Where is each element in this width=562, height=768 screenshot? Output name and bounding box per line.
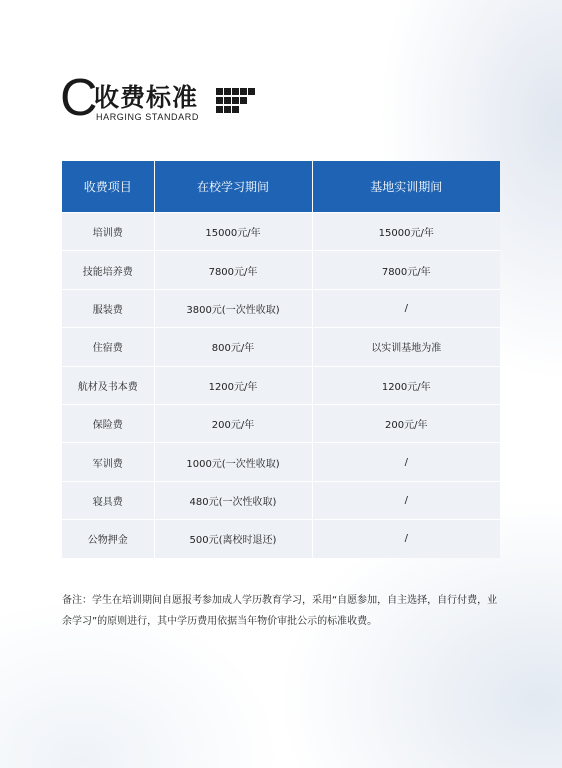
- school-fee-cell: 7800元/年: [154, 251, 312, 289]
- page-subtitle: HARGING STANDARD: [96, 112, 199, 122]
- school-fee-cell: 3800元(一次性收取): [154, 289, 312, 327]
- school-fee-cell: 800元/年: [154, 328, 312, 366]
- table-row: [62, 213, 500, 251]
- base-fee-cell: 1200元/年: [312, 366, 500, 404]
- table-row: [62, 443, 500, 481]
- table-row: [62, 404, 500, 442]
- base-fee-cell: 15000元/年: [312, 213, 500, 251]
- table-row: [62, 481, 500, 519]
- fee-item-cell: 培训费: [62, 213, 154, 251]
- base-fee-cell: 以实训基地为准: [312, 328, 500, 366]
- school-fee-cell: 1000元(一次性收取): [154, 443, 312, 481]
- table-row: [62, 520, 500, 558]
- table-header-row: [62, 161, 500, 213]
- page-title: 收费标准: [94, 83, 199, 112]
- fee-item-cell: 服装费: [62, 289, 154, 327]
- base-fee-cell: /: [312, 520, 500, 558]
- base-fee-cell: /: [312, 443, 500, 481]
- base-fee-cell: /: [312, 481, 500, 519]
- fee-item-cell: 技能培养费: [62, 251, 154, 289]
- column-header-base-training-period: 基地实训期间: [312, 161, 500, 213]
- column-header-school-period: 在校学习期间: [154, 161, 312, 213]
- base-fee-cell: /: [312, 289, 500, 327]
- table-row: [62, 366, 500, 404]
- school-fee-cell: 500元(离校时退还): [154, 520, 312, 558]
- header-big-letter: C: [60, 69, 98, 127]
- column-header-item: 收费项目: [62, 161, 154, 213]
- fee-item-cell: 寝具费: [62, 481, 154, 519]
- base-fee-cell: 7800元/年: [312, 251, 500, 289]
- section-header: [60, 69, 320, 134]
- school-fee-cell: 480元(一次性收取): [154, 481, 312, 519]
- grid-blocks-icon: [216, 88, 258, 114]
- fee-item-cell: 航材及书本费: [62, 366, 154, 404]
- table-row: [62, 251, 500, 289]
- fee-item-cell: 保险费: [62, 404, 154, 442]
- fee-item-cell: 军训费: [62, 443, 154, 481]
- fee-item-cell: 住宿费: [62, 328, 154, 366]
- school-fee-cell: 1200元/年: [154, 366, 312, 404]
- remarks-note: 备注：学生在培训期间自愿报考参加成人学历教育学习，采用“自愿参加，自主选择，自行付费，业余学习”的原则进行，其中学历费用依据当年物价审批公示的标准收费。: [62, 595, 498, 627]
- table-row: [62, 328, 500, 366]
- fee-item-cell: 公物押金: [62, 520, 154, 558]
- base-fee-cell: 200元/年: [312, 404, 500, 442]
- table-row: [62, 289, 500, 327]
- school-fee-cell: 200元/年: [154, 404, 312, 442]
- school-fee-cell: 15000元/年: [154, 213, 312, 251]
- fee-table: [62, 161, 500, 558]
